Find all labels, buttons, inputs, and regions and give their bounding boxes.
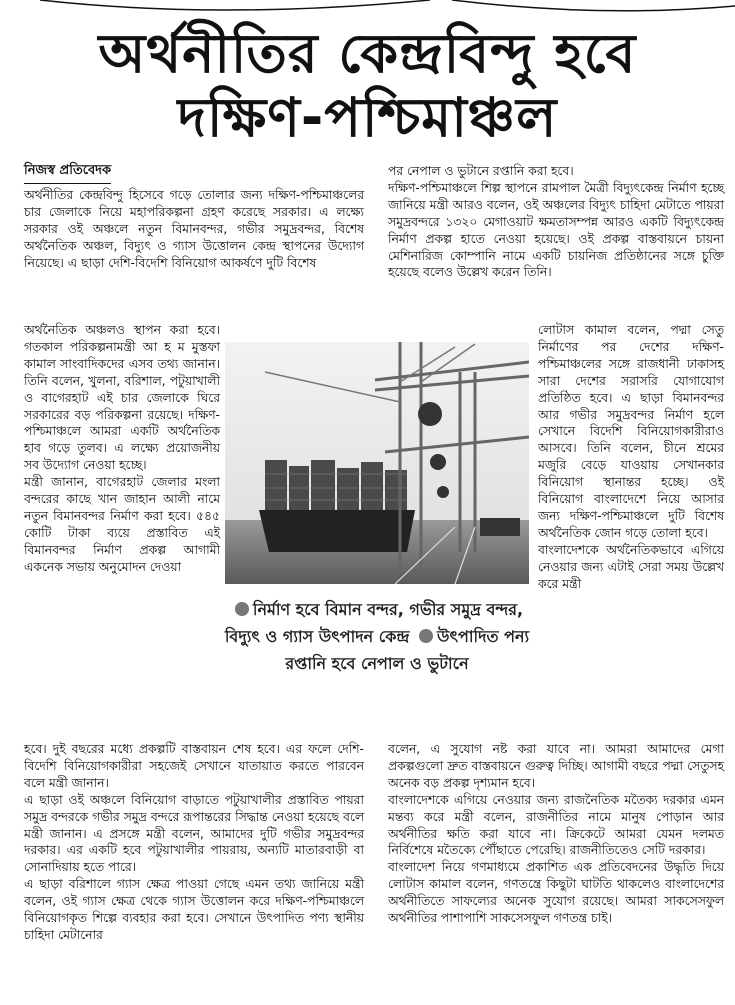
paragraph: পর নেপাল ও ভুটানে রপ্তানি করা হবে।	[388, 164, 574, 178]
paragraph: অর্থনৈতিক অঞ্চলও স্থাপন করা হবে। গতকাল পরিকল্পনামন্ত্রী আ হ ম মুস্তফা কামাল সাংবাদিকদের এসব তথ্য জানান। তিনি বলেন, খুলনা, বরিশাল, পটুয়াখালী ও বাগেরহাট এই চার জেলাকে ঘিরে সরকারের বড় পরিকল্পনা রয়েছে। দক্ষিণ-পশ্চিমাঞ্চলে আমরা একটি অর্থনৈতিক হাব গড়ে তুলব। এ লক্ষ্যে প্রয়োজনীয় সব উদ্যোগ নেওয়া হচ্ছে।	[24, 323, 220, 473]
header-border-arcs	[0, 0, 735, 14]
paragraph: লোটাস কামাল বলেন, পদ্মা সেতু নির্মাণের পর দেশের দক্ষিণ-পশ্চিমাঞ্চলের সঙ্গে রাজধানী ঢাকাসহ সারা দেশের সরাসরি যোগাযোগ প্রতিষ্ঠিত হবে। এ ছাড়া বিমানবন্দর আর গভীর সমুদ্রবন্দর নির্মাণ হলে সেখানে বিদেশি বিনিয়োগকারীরাও আসবে। তিনি বলেন, চীনে শ্রমের মজুরি বেড়ে যাওয়ায় সেখানকার বিনিয়োগ স্থানান্তর হচ্ছে। ওই বিনিয়োগ বাংলাদেশে নিয়ে আসার জন্য দক্ষিণ-পশ্চিমাঞ্চলে দুটি বিশেষ অর্থনৈতিক জোন গড়ে তোলা হবে।	[538, 323, 724, 540]
paragraph: বাংলাদেশকে অর্থনৈতিকভাবে এগিয়ে নেওয়ার জন্য এটাই সেরা সময় উল্লেখ করে মন্ত্রী	[538, 542, 724, 591]
paragraph: এ ছাড়া বরিশালে গ্যাস ক্ষেত্র পাওয়া গেছে এমন তথ্য জানিয়ে মন্ত্রী বলেন, ওই গ্যাস ক্ষেত্র থেকে গ্যাস উত্তোলন করে দক্ষিণ-পশ্চিমাঞ্চলে বিনিয়োগকৃত শিল্পে ব্যবহার করা হবে। সেখানে উৎপাদিত পণ্য স্থানীয় চাহিদা মেটানোর	[24, 877, 364, 942]
paragraph: দক্ষিণ-পশ্চিমাঞ্চলে শিল্প স্থাপনে রামপাল মৈত্রী বিদ্যুৎকেন্দ্র নির্মাণ হচ্ছে জানিয়ে মন্ত্রী আরও বলেন, ওই অঞ্চলের বিদ্যুৎ চাহিদা মেটাতে পায়রা সমুদ্রবন্দরে ১৩২০ মেগাওয়াট ক্ষমতাসম্পন্ন আরও একটি বিদ্যুৎকেন্দ্র নির্মাণ প্রকল্প হাতে নেওয়া হয়েছে। ওই প্রকল্প বাস্তবায়নে চায়না মেশিনারিজ কোম্পানি নামে একটি চায়নিজ প্রতিষ্ঠানের সঙ্গে চুক্তি হয়েছে বলেও উল্লেখ করেন তিনি।	[388, 180, 724, 280]
pull-quote-part-2: উৎপাদিত পন্য রপ্তানি হবে নেপাল ও ভুটানে	[285, 627, 530, 673]
byline: নিজস্ব প্রতিবেদক	[24, 161, 111, 184]
right-top-column	[388, 163, 724, 281]
paragraph: বলেন, এ সুযোগ নষ্ট করা যাবে না। আমরা আমাদের মেগা প্রকল্পগুলো দ্রুত বাস্তবায়নে গুরুত্ব দিচ্ছি। আগামী বছরে পদ্মা সেতুসহ অনেক বড় প্রকল্প দৃশ্যমান হবে।	[388, 742, 724, 790]
bullet-icon	[419, 629, 433, 643]
left-narrow-column	[24, 322, 220, 576]
port-photo	[225, 342, 529, 584]
paragraph: এ ছাড়া ওই অঞ্চলে বিনিয়োগ বাড়াতে পটুয়াখালীর প্রস্তাবিত পায়রা সমুদ্র বন্দরকে গভীর সমুদ্র বন্দরে রূপান্তরের সিদ্ধান্ত নেওয়া হয়েছে বলে মন্ত্রী জানান। এ প্রসঙ্গে মন্ত্রী বলেন, আমাদের দুটি গভীর সমুদ্রবন্দর দরকার। এর একটি হবে পটুয়াখালীর পায়রায়, অন্যটি মাতারবাড়ী বা সোনাদিয়ায় হতে পারে।	[24, 792, 364, 875]
headline	[0, 22, 735, 150]
port-crane-container-ship-photo	[225, 342, 529, 584]
pull-quote	[221, 596, 533, 677]
paragraph: বাংলাদেশকে এগিয়ে নেওয়ার জন্য রাজনৈতিক মতৈক্য দরকার এমন মন্তব্য করে মন্ত্রী বলেন, রাজনীতির নামে মানুষ পোড়ান আর অর্থনীতির ক্ষতি করা যাবে না। ক্রিকেটে আমরা যেমন দলমত নির্বিশেষে মতৈক্যে পৌঁছাতে পেরেছি। রাজনীতিতেও সেটি দরকার।	[388, 792, 724, 858]
headline-line-2: দক্ষিণ-পশ্চিমাঞ্চল	[177, 86, 558, 149]
pull-quote-part-1: নির্মাণ হবে বিমান বন্দর, গভীর সমুদ্র বন্দর, বিদ্যুৎ ও গ্যাস উৎপাদন কেন্দ্র	[224, 600, 524, 646]
bullet-icon	[235, 602, 249, 616]
right-bottom-column	[388, 741, 724, 927]
left-bottom-column	[24, 741, 364, 944]
paragraph: মন্ত্রী জানান, বাগেরহাট জেলার মংলা বন্দরের কাছে খান জাহান আলী নামে নতুন বিমানবন্দর নির্মাণ করা হবে। ৫৪৫ কোটি টাকা ব্যয়ে প্রস্তাবিত এই বিমানবন্দর নির্মাণ প্রকল্প আগামী একনেক সভায় অনুমোদন দেওয়া	[24, 475, 220, 574]
paragraph: হবে। দুই বছরের মধ্যে প্রকল্পটি বাস্তবায়ন শেষ হবে। এর ফলে দেশি-বিদেশি বিনিয়োগকারীরা সহজেই সেখানে যাতায়াত করতে পারবেন বলে মন্ত্রী জানান।	[24, 742, 364, 790]
headline-line-1: অর্থনীতির কেন্দ্রবিন্দু হবে	[98, 22, 637, 85]
paragraph: বাংলাদেশ নিয়ে গণমাধ্যমে প্রকাশিত এক প্রতিবেদনের উদ্ধৃতি দিয়ে লোটাস কামাল বলেন, গণতন্ত্রে কিছুটা ঘাটতি থাকলেও বাংলাদেশের অর্থনীতিতে সাফল্যের অনেক সুযোগ রয়েছে। আমরা সাকসেসফুল অর্থনীতির পাশাপাশি সাকসেসফুল গণতন্ত্র চাই।	[388, 860, 724, 926]
paragraph: অর্থনীতির কেন্দ্রবিন্দু হিসেবে গড়ে তোলার জন্য দক্ষিণ-পশ্চিমাঞ্চলের চার জেলাকে নিয়ে মহাপরিকল্পনা গ্রহণ করেছে সরকার। এ লক্ষ্যে সরকার ওই অঞ্চলে নতুন বিমানবন্দর, গভীর সমুদ্রবন্দর, বিশেষ অর্থনৈতিক অঞ্চল, বিদ্যুৎ ও গ্যাস উত্তোলন কেন্দ্র স্থাপনের উদ্যোগ নিয়েছে। এ ছাড়া দেশি-বিদেশি বিনিয়োগ আকর্ষণে দুটি বিশেষ	[24, 188, 364, 270]
left-intro	[24, 187, 364, 272]
right-narrow-column	[538, 322, 724, 593]
